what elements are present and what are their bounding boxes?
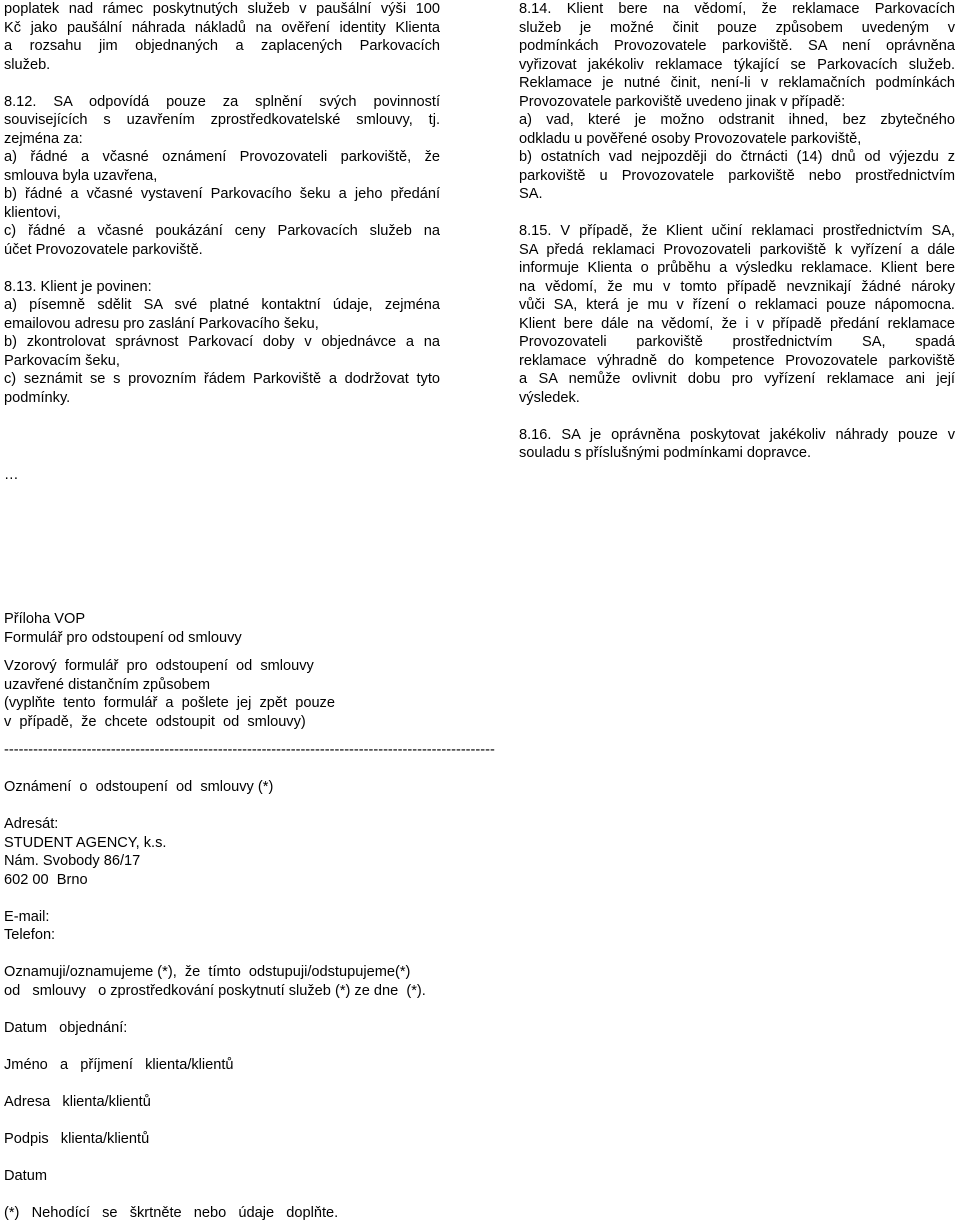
text-line: b) řádné a včasné vystavení Parkovacího šeku a jeho předání bbox=[4, 186, 440, 202]
text-line: informuje Klienta o průběhu a výsledku reklamace. Klient bere bbox=[519, 260, 955, 276]
text-line: a) písemně sdělit SA své platné kontaktní údaje, zejména bbox=[4, 297, 440, 313]
notice-title: Oznámení o odstoupení od smlouvy (*) bbox=[4, 779, 274, 795]
text-line: účet Provozovatele parkoviště. bbox=[4, 241, 203, 258]
form-intro-line: uzavřené distančním způsobem bbox=[4, 676, 211, 693]
text-line: zejména za: bbox=[4, 130, 83, 147]
declaration-line: Oznamuji/oznamujeme (*), že tímto odstupuji/odstupujeme(*) bbox=[4, 964, 411, 980]
addressee-label: Adresát: bbox=[4, 816, 59, 832]
text-line: a rozsahu jim objednaných a zaplacených Parkovacích bbox=[4, 38, 440, 54]
text-line: a) vad, které je možno odstranit ihned, bez zbytečného bbox=[519, 112, 955, 128]
phone-label: Telefon: bbox=[4, 927, 56, 943]
email-label: E-mail: bbox=[4, 908, 50, 925]
text-line: c) řádné a včasné poukázání ceny Parkovacích služeb na bbox=[4, 223, 440, 239]
text-line: emailovou adresu pro zaslání Parkovacího šeku, bbox=[4, 315, 319, 332]
text-line: souvisejících s uzavřením zprostředkovatelské smlouvy, tj. bbox=[4, 112, 440, 128]
addressee-company: STUDENT AGENCY, k.s. bbox=[4, 834, 167, 851]
text-line: 8.12. SA odpovídá pouze za splnění svých povinností bbox=[4, 93, 440, 110]
text-line: služeb. bbox=[4, 56, 51, 73]
text-line: Provozovatele parkoviště uvedeno jinak v případě: bbox=[519, 93, 846, 110]
date-label: Datum bbox=[4, 1167, 47, 1184]
text-line: b) ostatních vad nejpozději do čtrnácti (14) dnů od výjezdu z bbox=[519, 149, 955, 165]
text-line: c) seznámit se s provozním řádem Parkoviště a dodržovat tyto bbox=[4, 371, 440, 387]
order-date-label: Datum objednání: bbox=[4, 1019, 128, 1036]
text-line: 8.13. Klient je povinen: bbox=[4, 278, 152, 295]
form-intro-line: v případě, že chcete odstoupit od smlouvy) bbox=[4, 713, 306, 730]
addressee-street: Nám. Svobody 86/17 bbox=[4, 853, 141, 869]
text-line: Reklamace je nutné činit, není-li v reklamačních podmínkách bbox=[519, 75, 955, 91]
text-line: poplatek nad rámec poskytnutých služeb v paušální výši 100 bbox=[4, 1, 440, 17]
footnote: (*) Nehodící se škrtněte nebo údaje doplňte. bbox=[4, 1204, 339, 1221]
text-line: Klient bere dále na vědomí, že i v případě předání reklamace bbox=[519, 315, 955, 332]
right-column bbox=[519, 0, 955, 463]
text-line: SA předá reklamaci Provozovateli parkoviště k vyřízení a dále bbox=[519, 241, 955, 258]
addressee-city: 602 00 Brno bbox=[4, 871, 88, 888]
text-line: odkladu u pověřené osoby Provozovatele parkoviště, bbox=[519, 130, 862, 147]
section-8-14 bbox=[519, 0, 955, 204]
section-8-12 bbox=[4, 93, 440, 260]
text-line: a SA nemůže ovlivnit dobu pro vyřízení reklamace ani její bbox=[519, 371, 955, 387]
text-line: Parkovacím šeku, bbox=[4, 352, 120, 369]
text-line: souladu s příslušnými podmínkami dopravce. bbox=[519, 445, 812, 461]
separator-line: ----------------------------------------------------------------------------------------------------- bbox=[4, 742, 495, 758]
text-line: výsledek. bbox=[519, 389, 580, 406]
client-name-label: Jméno a příjmení klienta/klientů bbox=[4, 1056, 234, 1073]
text-line: parkoviště u Provozovatele parkoviště nebo prostřednictvím bbox=[519, 167, 955, 184]
text-line: podmínkách Provozovatele parkoviště. SA není oprávněna bbox=[519, 38, 955, 54]
section-8-13 bbox=[4, 278, 440, 408]
text-line: SA. bbox=[519, 186, 543, 202]
text-line: 8.15. V případě, že Klient učiní reklamaci prostřednictvím SA, bbox=[519, 223, 955, 239]
appendix-title: Příloha VOP bbox=[4, 611, 86, 627]
text-line: b) zkontrolovat správnost Parkovací doby v objednávce a na bbox=[4, 334, 440, 350]
text-line: 8.14. Klient bere na vědomí, že reklamace Parkovacích bbox=[519, 1, 955, 17]
text-line: na vědomí, že mu v tomto případě nevznikají žádné nároky bbox=[519, 278, 955, 295]
form-intro-line: Vzorový formulář pro odstoupení od smlouvy bbox=[4, 658, 314, 674]
text-line: Kč jako paušální náhrada nákladů na ověření identity Klienta bbox=[4, 19, 440, 36]
section-8-16 bbox=[519, 426, 955, 463]
client-signature-label: Podpis klienta/klientů bbox=[4, 1130, 150, 1147]
text-line: podmínky. bbox=[4, 389, 71, 406]
text-line: vůči SA, která je mu v řízení o reklamaci pouze nápomocna. bbox=[519, 297, 955, 313]
ellipsis: … bbox=[4, 467, 19, 483]
text-line: služeb je možné činit pouze způsobem uvedeným v bbox=[519, 19, 955, 36]
text-line: Provozovateli parkoviště prostřednictvím SA, spadá bbox=[519, 334, 955, 350]
form-title: Formulář pro odstoupení od smlouvy bbox=[4, 629, 242, 646]
declaration-line: od smlouvy o zprostředkování poskytnutí služeb (*) ze dne (*). bbox=[4, 982, 426, 999]
text-line: a) řádné a včasné oznámení Provozovateli parkoviště, že bbox=[4, 149, 440, 165]
text-line: klientovi, bbox=[4, 204, 61, 221]
intro-paragraph bbox=[4, 0, 440, 74]
form-intro-line: (vyplňte tento formulář a pošlete jej zpět pouze bbox=[4, 695, 335, 711]
text-line: vyřizovat jakékoliv reklamace týkající se Parkovacích služeb. bbox=[519, 56, 955, 73]
text-line: 8.16. SA je oprávněna poskytovat jakékoliv náhrady pouze v bbox=[519, 426, 955, 443]
withdrawal-form bbox=[4, 610, 704, 1222]
text-line: smlouva byla uzavřena, bbox=[4, 167, 158, 184]
left-column bbox=[4, 0, 440, 407]
client-address-label: Adresa klienta/klientů bbox=[4, 1093, 151, 1110]
text-line: reklamace výhradně do kompetence Provozovatele parkoviště bbox=[519, 352, 955, 369]
section-8-15 bbox=[519, 222, 955, 407]
